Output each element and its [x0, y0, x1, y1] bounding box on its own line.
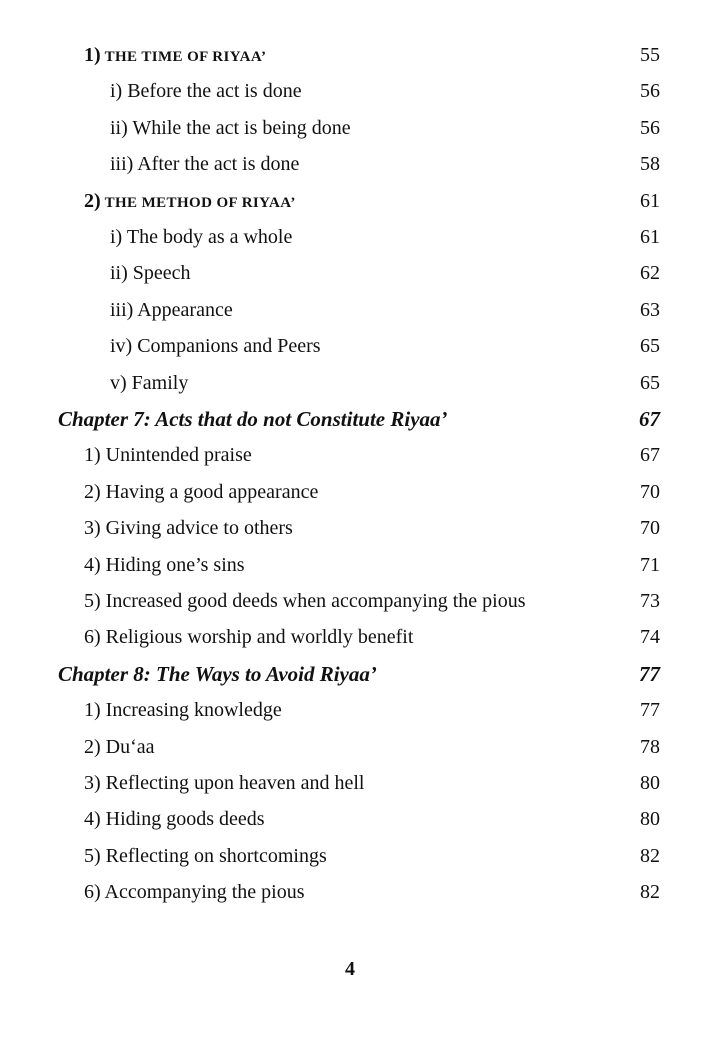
toc-entry — [84, 513, 660, 543]
toc-entry-page: 70 — [640, 480, 660, 503]
toc-entry — [84, 695, 660, 725]
toc-entry-title: THE METHOD OF RIYAA’ — [104, 194, 296, 211]
toc-entry-label: 3) Reflecting upon heaven and hell — [84, 772, 365, 794]
toc-entry-page: 73 — [640, 590, 660, 612]
toc-entry-label: iv) Companions and Peers — [110, 335, 321, 358]
toc-entry-label: 2) Du‘aa — [84, 735, 155, 758]
toc-entry-page: 82 — [640, 844, 660, 867]
toc-entry — [84, 477, 660, 507]
page-number: 4 — [345, 958, 355, 980]
toc-entry-number: 1) — [84, 44, 101, 66]
toc-entry-label: 5) Increased good deeds when accompanying the pious — [84, 590, 526, 612]
toc-entry — [84, 732, 660, 762]
toc-entry — [84, 550, 660, 580]
toc-entry-page: 80 — [640, 808, 660, 831]
toc-entry-page: 58 — [640, 153, 660, 176]
toc-entry — [84, 586, 660, 616]
toc-entry — [110, 368, 660, 398]
toc-entry-label: Chapter 7: Acts that do not Constitute Riyaa’ — [58, 407, 448, 431]
toc-entry — [84, 841, 660, 871]
toc-entry-page: 61 — [640, 189, 660, 212]
toc-entry — [84, 768, 660, 798]
toc-entry-title: THE TIME OF RIYAA’ — [104, 49, 267, 65]
toc-chapter-heading — [58, 404, 660, 434]
toc-entry-label: i) Before the act is done — [110, 80, 302, 103]
toc-entry-page: 67 — [640, 444, 660, 467]
toc-entry-label: v) Family — [110, 371, 189, 394]
toc-entry-label: 5) Reflecting on shortcomings — [84, 844, 327, 867]
toc-entry-page: 80 — [640, 772, 660, 794]
toc-entry — [110, 222, 660, 252]
toc-entry-label: 4) Hiding one’s sins — [84, 553, 245, 576]
toc-entry — [110, 149, 660, 179]
toc-entry-label — [84, 186, 296, 218]
toc-entry-page: 65 — [640, 335, 660, 358]
toc-entry-page: 56 — [640, 80, 660, 103]
toc-entry — [110, 295, 660, 325]
toc-entry-page: 56 — [640, 116, 660, 139]
toc-entry-page: 70 — [640, 517, 660, 540]
toc-entry-label: iii) Appearance — [110, 298, 233, 321]
toc-entry-page: 61 — [640, 226, 660, 248]
toc-entry-page: 67 — [639, 407, 660, 431]
toc-entry — [110, 331, 660, 361]
toc-entry-page: 71 — [640, 553, 660, 576]
toc-entry-number: 2) — [84, 189, 101, 212]
toc-entry-page: 77 — [640, 699, 660, 722]
toc-entry — [110, 76, 660, 106]
toc-entry-page: 78 — [640, 735, 660, 758]
toc-chapter-heading — [58, 659, 660, 689]
toc-entry-label: 1) Increasing knowledge — [84, 699, 282, 722]
toc-entry-page: 77 — [639, 661, 660, 686]
toc-entry-page: 74 — [640, 626, 660, 649]
toc-entry — [84, 40, 660, 70]
toc-entry-label: 4) Hiding goods deeds — [84, 808, 265, 831]
toc-entry-label: Chapter 8: The Ways to Avoid Riyaa’ — [58, 661, 377, 686]
toc-entry — [84, 877, 660, 907]
toc-entry — [84, 622, 660, 652]
toc-entry-label: iii) After the act is done — [110, 153, 300, 176]
toc-entry-page: 55 — [640, 44, 660, 66]
toc-entry-label: ii) Speech — [110, 262, 191, 285]
toc-entry — [110, 258, 660, 288]
toc-entry-page: 63 — [640, 298, 660, 321]
toc-entry-page: 82 — [640, 881, 660, 904]
toc-entry-label: 1) Unintended praise — [84, 444, 252, 467]
toc-entry — [84, 440, 660, 470]
toc-entry-label: 3) Giving advice to others — [84, 517, 293, 540]
toc-entry-label: 6) Religious worship and worldly benefit — [84, 626, 414, 649]
toc-entry-label — [84, 40, 266, 72]
toc-entry — [84, 804, 660, 834]
toc-entry-page: 62 — [640, 262, 660, 285]
toc-entry-label: 2) Having a good appearance — [84, 480, 319, 503]
toc-entry — [110, 113, 660, 143]
toc-entry — [84, 186, 660, 216]
toc-entry-page: 65 — [640, 371, 660, 394]
toc-entry-label: i) The body as a whole — [110, 226, 293, 248]
toc-entry-label: ii) While the act is being done — [110, 116, 351, 139]
toc-entry-label: 6) Accompanying the pious — [84, 881, 305, 904]
